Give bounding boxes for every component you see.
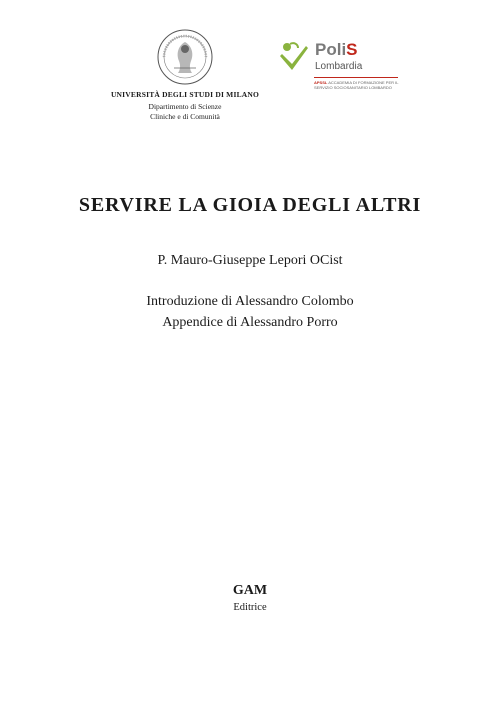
- publisher-subtitle: Editrice: [233, 602, 267, 613]
- polis-subtitle-text: ACCADEMIA DI FORMAZIONE PER IL SERVIZIO SOCIOSANITARIO LOMBARDO: [314, 80, 399, 90]
- polis-name-main: Poli: [315, 40, 347, 59]
- polis-region: Lombardia: [315, 61, 363, 72]
- polis-acronym: APSSL: [314, 80, 328, 85]
- book-title: SERVIRE LA GIOIA DEGLI ALTRI: [78, 194, 422, 216]
- department-name: [100, 102, 270, 122]
- department-line-2: Cliniche e di Comunità: [150, 112, 220, 121]
- polis-name-accent: S: [346, 40, 358, 59]
- polis-divider: [314, 77, 398, 78]
- university-seal-icon: [156, 28, 214, 86]
- book-introduction: Introduzione di Alessandro Colombo: [146, 294, 354, 309]
- book-author: P. Mauro-Giuseppe Lepori OCist: [157, 253, 343, 268]
- publisher-name: GAM: [232, 583, 268, 598]
- polis-subtitle: [314, 80, 404, 90]
- university-name: UNIVERSITÀ DEGLI STUDI DI MILANO: [110, 90, 260, 99]
- university-header: [100, 28, 270, 122]
- polis-name: [315, 40, 358, 60]
- polis-logo-icon: [278, 40, 310, 74]
- book-appendix: Appendice di Alessandro Porro: [162, 315, 338, 330]
- department-line-1: Dipartimento di Scienze: [148, 102, 222, 111]
